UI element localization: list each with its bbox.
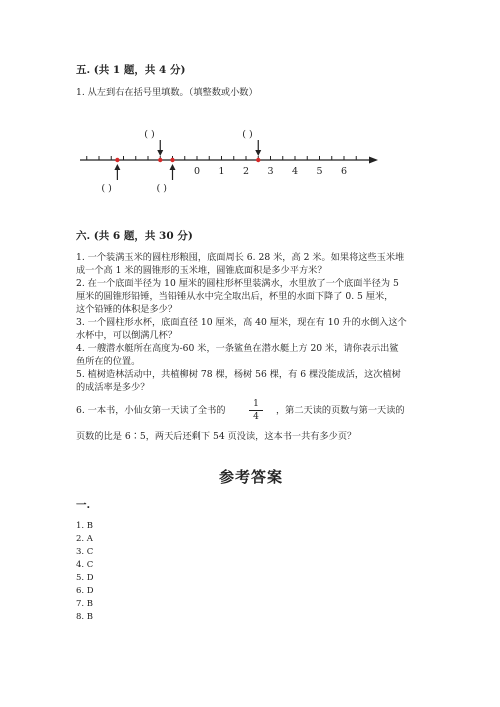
answer-item: 6. D — [76, 586, 94, 596]
question-6-post: ，第二天读的页数与第一天读的 — [276, 405, 405, 416]
line: 的成活率是多少？ — [76, 382, 150, 393]
number-line-point — [115, 158, 119, 162]
fraction-one-quarter — [249, 399, 263, 422]
line: 厘米的圆锥形铅锤，当铅锤从水中完全取出后，杯里的水面下降了 0. 5 厘米， — [76, 291, 394, 302]
section6-heading: 六. (共 6 题，共 30 分) — [76, 230, 193, 242]
up-arrow-icon-head — [114, 164, 120, 170]
answer-item: 7. B — [76, 599, 94, 609]
fraction-numerator: 1 — [253, 399, 259, 409]
tick-label: 1 — [218, 166, 225, 177]
answer-blank-parentheses: ( ) — [144, 129, 155, 140]
answer-blank-parentheses: ( ) — [156, 183, 167, 194]
up-arrow-icon-head — [170, 164, 176, 170]
tick-label: 5 — [316, 166, 323, 177]
tick-label: 3 — [267, 166, 274, 177]
tick-label: 4 — [291, 166, 299, 177]
tick-label: 6 — [340, 166, 348, 177]
line: 4. 一艘潜水艇所在高度为-60 米，一条鲨鱼在潜水艇上方 20 米，请你表示出鲨 — [76, 343, 399, 354]
number-line-point — [170, 158, 174, 162]
section5-heading: 五. (共 1 题，共 4 分) — [76, 64, 186, 76]
fraction-denominator: 4 — [253, 412, 259, 422]
line: 1. 一个装满玉米的圆柱形粮囤，底面周长 6. 28 米，高 2 米。如果将这些玉米堆 — [76, 252, 405, 263]
answer-item: 4. C — [76, 560, 94, 570]
answer-item: 1. B — [76, 521, 94, 531]
question-6-pre: 6. 一本书，小仙女第一天读了全书的 — [76, 405, 226, 416]
line: 2. 在一个底面半径为 10 厘米的圆柱形杯里装满水，水里放了一个底面半径为 5 — [76, 278, 399, 289]
number-line-point — [256, 158, 260, 162]
down-arrow-icon-head — [255, 150, 261, 156]
line: 鱼所在的位置。 — [76, 356, 141, 367]
line: 水杯中，可以倒满几杯？ — [76, 330, 178, 341]
question-6-line2: 页数的比是 6∶5，两天后还剩下 54 页没读，这本书一共有多少页？ — [76, 431, 357, 442]
answer-blank-parentheses: ( ) — [101, 183, 112, 194]
tick-label: 2 — [242, 166, 250, 177]
down-arrow-icon-head — [157, 150, 163, 156]
line: 5. 植树造林活动中，共植柳树 78 棵，杨树 56 棵，有 6 棵没能成活，这次植树 — [76, 369, 401, 380]
line: 3. 一个圆柱形水杯，底面直径 10 厘米，高 40 厘米，现在有 10 升的水倒入这个 — [76, 317, 407, 328]
answers-title: 参考答案 — [219, 468, 284, 486]
answer-item: 3. C — [76, 547, 94, 557]
answer-item: 5. D — [76, 573, 94, 583]
tick-label: 0 — [193, 166, 201, 177]
axis-arrowhead — [369, 157, 378, 164]
answers-list — [76, 520, 94, 624]
answer-blank-parentheses: ( ) — [242, 129, 253, 140]
question-5-1: 1. 从左到右在括号里填数。（填整数或小数） — [76, 87, 258, 98]
answer-item: 8. B — [76, 612, 94, 622]
number-line-point — [158, 158, 162, 162]
answer-item: 2. A — [76, 534, 93, 544]
section6-questions — [76, 251, 407, 394]
line: 成一个高 1 米的圆锥形的玉米堆，圆锥底面积是多少平方米？ — [76, 265, 327, 276]
answers-part: 一. — [76, 499, 91, 511]
line: 这个铅锤的体积是多少？ — [76, 304, 178, 315]
